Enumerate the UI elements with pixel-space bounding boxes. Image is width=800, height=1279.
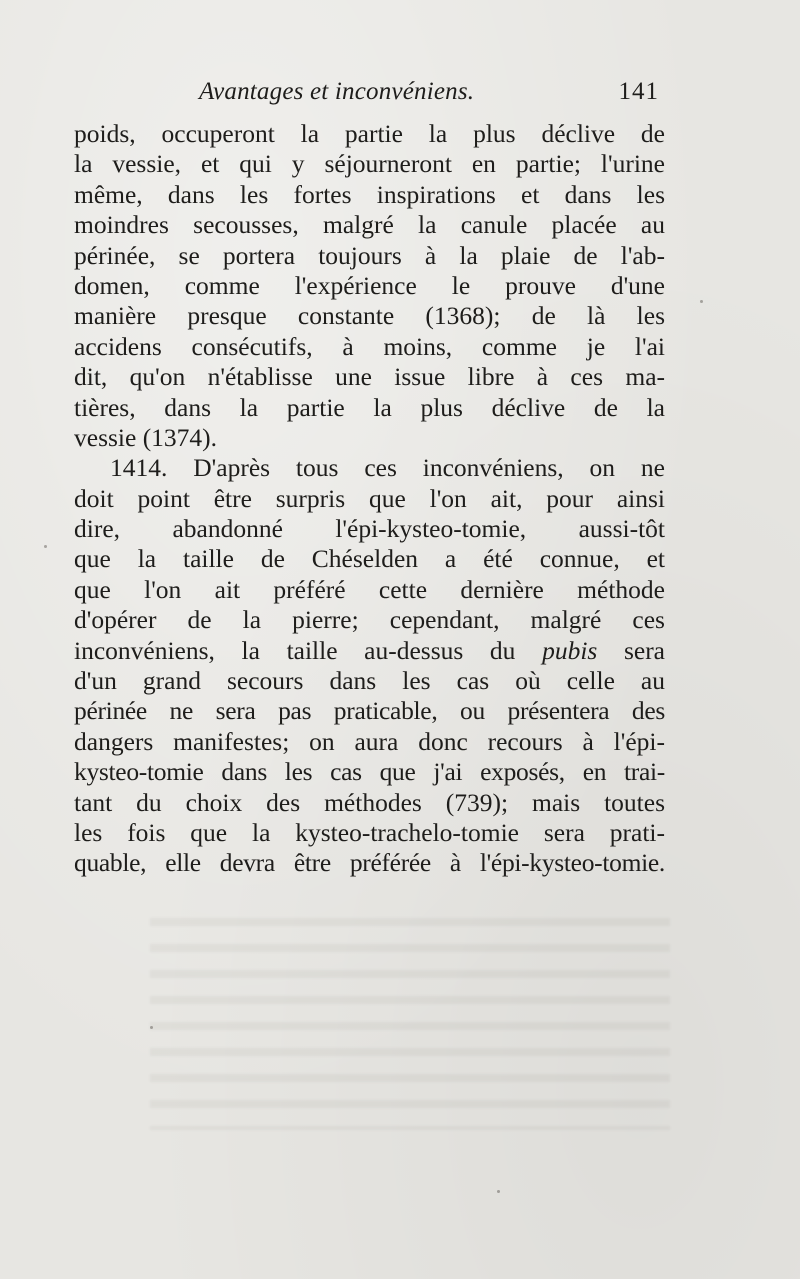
text-line: poids, occuperont la partie la plus déclive de	[74, 119, 665, 148]
page-header	[75, 74, 665, 114]
text-line: périnée ne sera pas praticable, ou présentera des	[74, 696, 665, 726]
text-line: que l'on ait préféré cette dernière méthode	[74, 574, 665, 604]
paper-speck	[497, 1190, 500, 1193]
text-line: moindres secousses, malgré la canule placée au	[74, 210, 665, 240]
text-line: la vessie, et qui y séjourneront en partie; l'urine	[74, 149, 665, 179]
text-line: tières, dans la partie la plus déclive de la	[74, 392, 665, 422]
text-line: d'un grand secours dans les cas où celle au	[74, 666, 665, 696]
paragraph-start-1414: 1414. D'après tous ces inconvéniens, on ne	[110, 453, 665, 483]
italic-word-pubis: pubis	[542, 635, 598, 665]
text-line: dit, qu'on n'établisse une issue libre à ces ma-	[74, 362, 665, 392]
text-line: quable, elle devra être préférée à l'épi-kysteo-tomie.	[74, 848, 665, 878]
text-line: kysteo-tomie dans les cas que j'ai exposés, en trai-	[74, 757, 665, 787]
text-line: d'opérer de la pierre; cependant, malgré ces	[74, 605, 665, 635]
text-line: inconvéniens, la taille au-dessus du pubis sera	[74, 635, 665, 665]
text-line: doit point être surpris que l'on ait, pour ainsi	[74, 483, 665, 513]
text-line: dire, abandonné l'épi-kysteo-tomie, aussi-tôt	[74, 514, 665, 544]
paper-speck	[700, 300, 703, 303]
text-line: même, dans les fortes inspirations et dans les	[74, 179, 665, 209]
text-line: tant du choix des méthodes (739); mais toutes	[74, 787, 665, 817]
text-line: domen, comme l'expérience le prouve d'une	[74, 270, 665, 300]
text-line: manière presque constante (1368); de là les	[74, 301, 665, 331]
paper-speck	[150, 1026, 153, 1029]
text-line: périnée, se portera toujours à la plaie de l'ab-	[74, 240, 665, 270]
text-line: dangers manifestes; on aura donc recours à l'épi-	[74, 726, 665, 756]
body-text	[74, 119, 665, 879]
page-number: 141	[618, 78, 659, 105]
text-line: vessie (1374).	[74, 422, 218, 452]
text-line: que la taille de Chéselden a été connue, et	[74, 544, 665, 574]
paper-speck	[44, 545, 47, 548]
text-line: les fois que la kysteo-trachelo-tomie sera prati-	[74, 817, 665, 847]
bleed-through-shadow	[150, 900, 670, 1130]
text-line: accidens consécutifs, à moins, comme je l'ai	[74, 331, 665, 361]
running-title: Avantages et inconvéniens.	[199, 78, 475, 105]
